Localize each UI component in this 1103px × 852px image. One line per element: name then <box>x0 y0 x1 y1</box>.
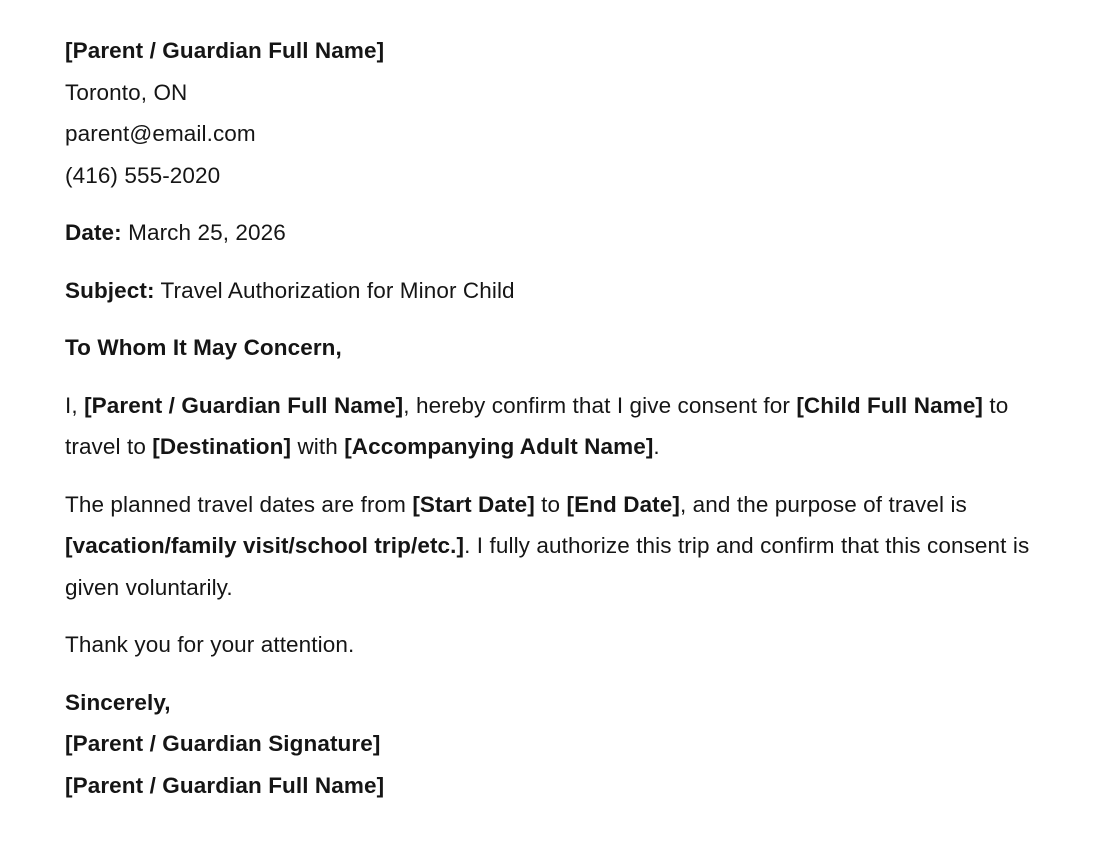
sender-block <box>65 30 1038 196</box>
date-line <box>65 212 1038 254</box>
date-label: Date: <box>65 220 122 245</box>
sender-email: parent@email.com <box>65 121 256 146</box>
placeholder-destination: [Destination] <box>152 434 292 459</box>
sender-phone: (416) 555-2020 <box>65 162 221 188</box>
paragraph-segment: with <box>291 434 345 459</box>
body-paragraph-1 <box>65 385 1038 468</box>
placeholder-start-date: [Start Date] <box>412 491 535 517</box>
placeholder-accompanying-adult: [Accompanying Adult Name] <box>344 434 654 459</box>
paragraph-segment: , and the purpose of travel is <box>679 491 967 517</box>
placeholder-child-name: [Child Full Name] <box>796 392 984 418</box>
thanks-line: Thank you for your attention. <box>65 632 355 657</box>
subject-value: Travel Authorization for Minor Child <box>154 277 515 303</box>
paragraph-segment: . <box>653 434 660 459</box>
subject-label: Subject: <box>65 277 155 303</box>
signoff: Sincerely, <box>65 689 171 715</box>
placeholder-travel-purpose: [vacation/family visit/school trip/etc.] <box>65 533 465 558</box>
closing-block <box>65 682 1038 807</box>
subject-line <box>65 270 1038 312</box>
paragraph-segment: I, <box>65 392 85 418</box>
salutation: To Whom It May Concern, <box>65 335 342 360</box>
paragraph-segment: The planned travel dates are from <box>65 491 413 517</box>
date-value: March 25, 2026 <box>121 220 286 245</box>
paragraph-segment: , hereby confirm that I give consent for <box>403 392 797 418</box>
paragraph-segment: . I fully authorize this trip and confirm that this consent is given voluntarily. <box>65 533 1030 600</box>
body-paragraph-2 <box>65 484 1038 609</box>
paragraph-segment: to <box>534 491 567 517</box>
closing-name-placeholder: [Parent / Guardian Full Name] <box>65 772 385 798</box>
sender-name: [Parent / Guardian Full Name] <box>65 38 385 63</box>
placeholder-end-date: [End Date] <box>566 491 680 517</box>
paragraph-segment: to travel to <box>65 392 1009 459</box>
sender-city: Toronto, ON <box>65 79 188 105</box>
placeholder-parent-name: [Parent / Guardian Full Name] <box>84 392 404 418</box>
signature-placeholder: [Parent / Guardian Signature] <box>65 731 381 756</box>
